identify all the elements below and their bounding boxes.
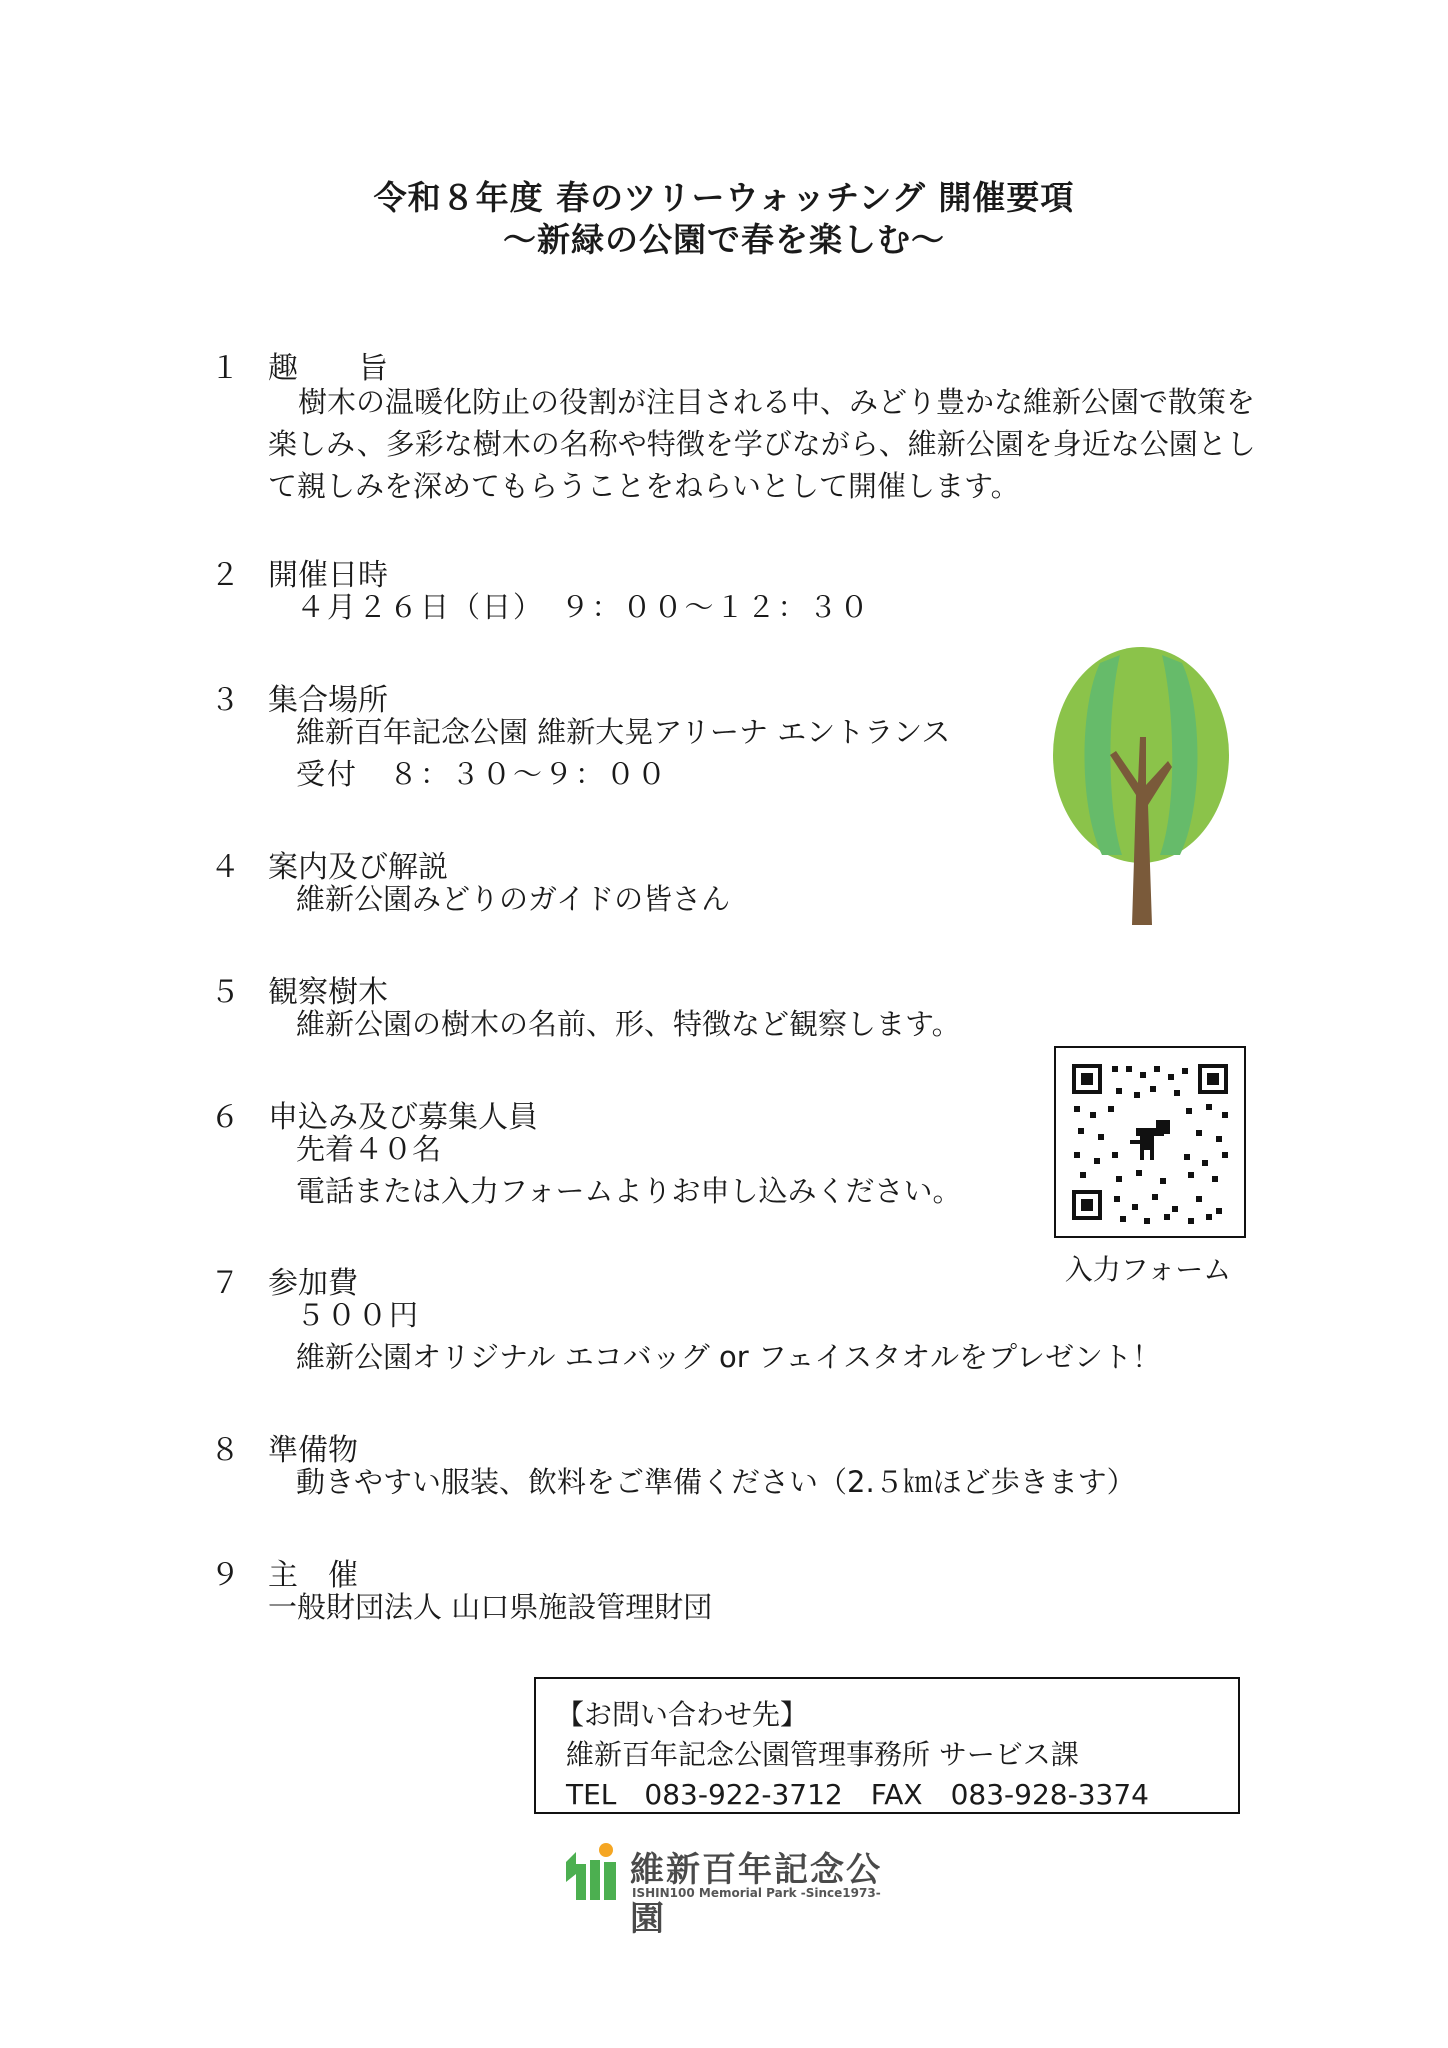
qr-code[interactable] — [1054, 1046, 1246, 1238]
section-text: ４月２６日（日） ９：００～１２：３０ — [296, 590, 871, 624]
section-number: ３ — [210, 683, 240, 718]
section-text: 樹木の温暖化防止の役割が注目される中、みどり豊かな維新公園で散策を楽しみ、多彩な樹木の名称や特徴を学びながら、維新公園を身近な公園として親しみを深めてもらうことをねらいとして開催します。 — [268, 385, 1256, 503]
qr-label: 入力フォーム — [1064, 1253, 1232, 1286]
section-text: 電話または入力フォームよりお申し込みください。 — [296, 1174, 962, 1208]
section-heading: 観察樹木 — [268, 975, 388, 1010]
section-number: ７ — [210, 1266, 240, 1301]
section-text: 維新公園みどりのガイドの皆さん — [296, 882, 731, 916]
section-text: 一般財団法人 山口県施設管理財団 — [268, 1590, 713, 1624]
section-text: 受付 ８：３０～９：００ — [296, 757, 669, 791]
section-text: 維新公園オリジナル エコバッグ or フェイスタオルをプレゼント！ — [296, 1340, 1161, 1374]
section-number: ９ — [210, 1558, 240, 1593]
section-heading: 集合場所 — [268, 683, 388, 718]
qr-code-icon — [1056, 1048, 1244, 1236]
section-heading: 趣 旨 — [268, 351, 388, 386]
section-number: ８ — [210, 1433, 240, 1468]
section-number: ５ — [210, 975, 240, 1010]
section-text: 先着４０名 — [296, 1132, 442, 1166]
section-heading: 申込み及び募集人員 — [268, 1100, 538, 1135]
section-heading: 準備物 — [268, 1433, 358, 1468]
section-text: 維新公園の樹木の名前、形、特徴など観察します。 — [296, 1007, 961, 1041]
park-logo-name: 維新百年記念公園 — [630, 1850, 882, 1939]
contact-heading: 【お問い合わせ先】 — [556, 1698, 809, 1731]
document-title: 令和８年度 春のツリーウォッチング 開催要項 — [373, 178, 1075, 217]
section-number: ４ — [210, 850, 240, 885]
contact-office: 維新百年記念公園管理事務所 サービス課 — [566, 1738, 1079, 1771]
section-number: ６ — [210, 1100, 240, 1135]
park-logo-icon — [560, 1842, 622, 1902]
section-heading: 参加費 — [268, 1266, 358, 1301]
contact-box — [534, 1677, 1240, 1814]
section-heading: 案内及び解説 — [268, 850, 448, 885]
park-logo-subtitle: ISHIN100 Memorial Park -Since1973- — [632, 1886, 881, 1900]
document-subtitle: ～新緑の公園で春を楽しむ～ — [503, 220, 945, 259]
section-heading: 主 催 — [268, 1558, 358, 1593]
contact-phones: TEL 083-922-3712 FAX 083-928-3374 — [566, 1778, 1149, 1811]
section-text: ５００円 — [296, 1298, 421, 1332]
tree-illustration — [1050, 645, 1232, 925]
section-number: ２ — [210, 558, 240, 593]
section-heading: 開催日時 — [268, 558, 388, 593]
section-text: 動きやすい服装、飲料をご準備ください（2.５㎞ほど歩きます） — [296, 1465, 1136, 1499]
section-text: 維新百年記念公園 維新大晃アリーナ エントランス — [296, 715, 951, 749]
section-number: １ — [210, 351, 240, 386]
park-logo — [560, 1842, 900, 1939]
